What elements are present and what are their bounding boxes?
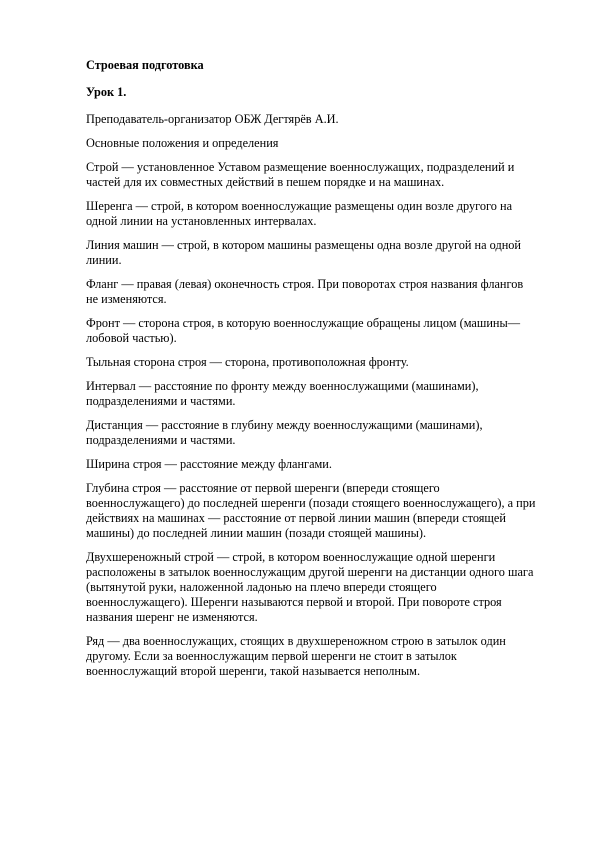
lesson-title: Урок 1. xyxy=(86,85,127,99)
paragraph-shirina-stroya: Ширина строя — расстояние между флангами. xyxy=(86,457,332,471)
paragraph-flang: Фланг — правая (левая) оконечность строя. При поворотах строя названия флангов не изменяются. xyxy=(86,277,524,306)
paragraph-ryad: Ряд — два военнослужащих, стоящих в двухшереножном строю в затылок один другому. Если за военнослужащим первой шеренги не стоит в затылок военнослужащий второй шеренги, такой называется неполным. xyxy=(86,634,506,678)
paragraph-interval: Интервал — расстояние по фронту между военнослужащими (машинами), подразделениями и частями. xyxy=(86,379,479,408)
section-title: Основные положения и определения xyxy=(86,136,279,150)
paragraph-front: Фронт — сторона строя, в которую военнослужащие обращены лицом (машины—лобовой частью). xyxy=(86,316,521,345)
paragraph-dvuhsherenozhny: Двухшереножный строй — строй, в котором военнослужащие одной шеренги расположены в затылок военнослужащим другой шеренги на дистанции одного шага (вытянутой руки, наложенной ладонью на плечо впереди стоящего военнослужащего). Шеренги называются первой и второй. При повороте строя названия шеренг не изменяются. xyxy=(86,550,534,624)
document-page xyxy=(86,58,538,688)
document-title: Строевая подготовка xyxy=(86,58,204,72)
paragraph-stroy: Строй — установленное Уставом размещение военнослужащих, подразделений и частей для их совместных действий в пешем порядке и на машинах. xyxy=(86,160,515,189)
paragraph-sherenga: Шеренга — строй, в котором военнослужащие размещены один возле другого на одной линии на установленных интервалах. xyxy=(86,199,513,228)
paragraph-liniya-mashin: Линия машин — строй, в котором машины размещены одна возле другой на одной линии. xyxy=(86,238,522,267)
paragraph-tylnaya-storona: Тыльная сторона строя — сторона, противоположная фронту. xyxy=(86,355,409,369)
paragraph-glubina-stroya: Глубина строя — расстояние от первой шеренги (впереди стоящего военнослужащего) до последней шеренги (позади стоящего военнослужащего), а при действиях на машинах — расстояние от первой линии машин (впереди стоящей машины) до последней линии машин (позади стоящей машины). xyxy=(86,481,536,540)
author-line: Преподаватель-организатор ОБЖ Дегтярёв А.И. xyxy=(86,112,339,126)
paragraph-distanciya: Дистанция — расстояние в глубину между военнослужащими (машинами), подразделениями и частями. xyxy=(86,418,483,447)
